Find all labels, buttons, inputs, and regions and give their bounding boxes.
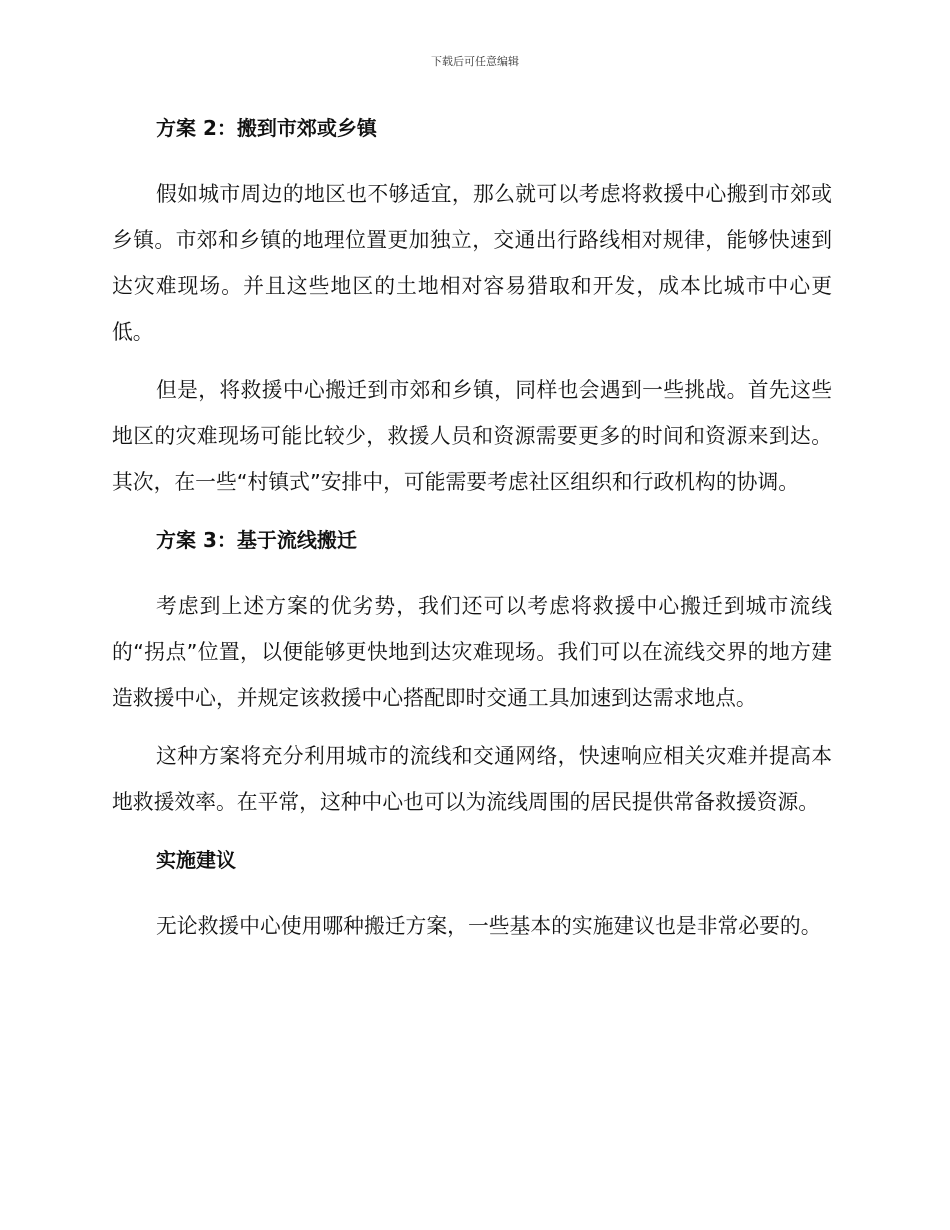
paragraph: 假如城市周边的地区也不够适宜，那么就可以考虑将救援中心搬到市郊或乡镇。市郊和乡镇的地理位置更加独立，交通出行路线相对规律，能够快速到达灾难现场。并且这些地区的土地相对容易猎取和开发，成本比城市中心更低。	[112, 182, 832, 344]
paragraph: 无论救援中心使用哪种搬迁方案，一些基本的实施建议也是非常必要的。	[156, 914, 822, 938]
paragraph: 考虑到上述方案的优劣势，我们还可以考虑将救援中心搬迁到城市流线的“拐点”位置，以便能够更快地到达灾难现场。我们可以在流线交界的地方建造救援中心，并规定该救援中心搭配即时交通工具加速到达需求地点。	[112, 594, 832, 710]
section-plan-3	[112, 517, 832, 825]
section-heading: 实施建议	[156, 848, 236, 872]
section-heading: 方案 3：基于流线搬迁	[156, 528, 357, 552]
paragraph: 这种方案将充分利用城市的流线和交通网络，快速响应相关灾难并提高本地救援效率。在平常，这种中心也可以为流线周围的居民提供常备救援资源。	[112, 744, 832, 814]
document-body	[112, 105, 832, 961]
section-heading: 方案 2：搬到市郊或乡镇	[156, 116, 377, 140]
section-plan-2	[112, 105, 832, 505]
page-header: 下载后可任意编辑	[431, 55, 519, 68]
paragraph: 但是，将救援中心搬迁到市郊和乡镇，同样也会遇到一些挑战。首先这些地区的灾难现场可能比较少，救援人员和资源需要更多的时间和资源来到达。其次，在一些“村镇式”安排中，可能需要考虑社区组织和行政机构的协调。	[112, 378, 832, 494]
section-implementation	[112, 837, 832, 949]
